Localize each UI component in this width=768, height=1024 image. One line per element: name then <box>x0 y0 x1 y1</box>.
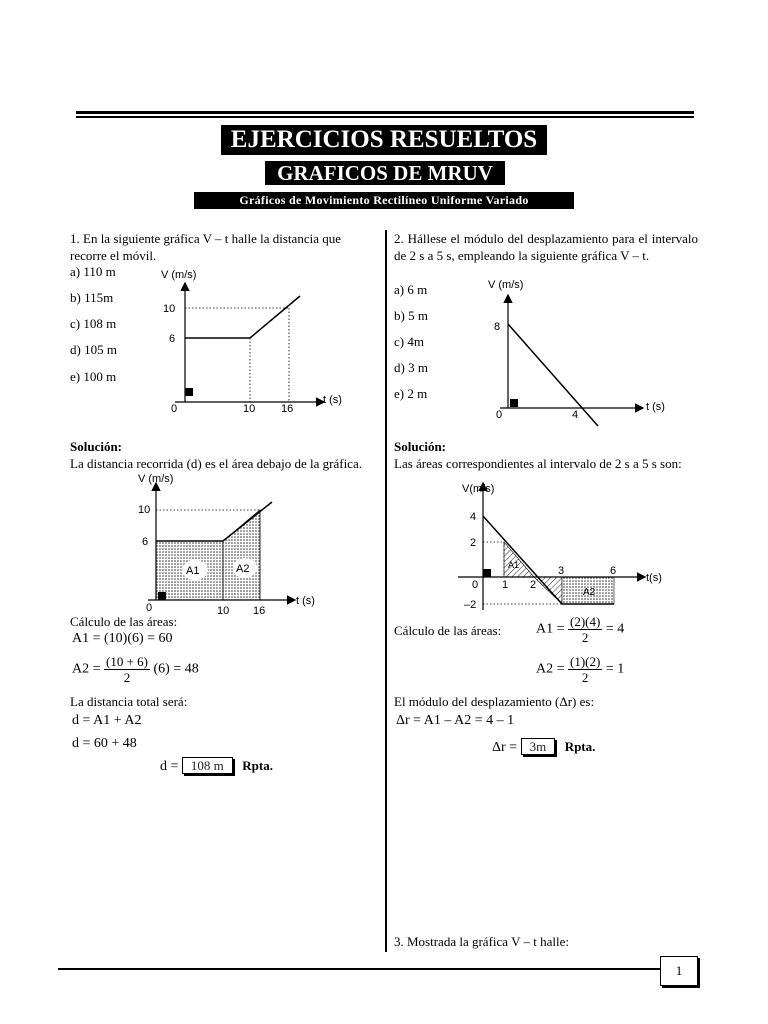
problem2-option-c: c) 4m <box>394 334 424 349</box>
problem2-solution-text: Las áreas correspondientes al intervalo de 2 s a 5 s son: <box>394 456 682 471</box>
p2s-xtick-0: 0 <box>472 579 479 591</box>
problem3-statement: 3. Mostrada la gráfica V – t halle: <box>394 934 569 949</box>
p2-answer-box: 3m <box>521 738 556 755</box>
problem1-answer <box>160 757 273 775</box>
problem1-solution-text: La distancia recorrida (d) es el área debajo de la gráfica. <box>70 456 362 471</box>
p1-a2-lhs: A2 = <box>72 661 101 677</box>
p1s-xtick-0: 0 <box>146 602 153 614</box>
p1-a1-expr: (10)(6) = 60 <box>104 631 173 646</box>
p2-a1-lhs: A1 = <box>536 621 565 637</box>
problem2-dr-line: Δr = A1 – A2 = 4 – 1 <box>396 713 515 728</box>
problem1-calc-label: Cálculo de las áreas: <box>70 614 178 629</box>
problem2-option-e: e) 2 m <box>394 386 428 401</box>
p2-a2-frac <box>568 654 602 685</box>
problem1-solution-label: Solución: <box>70 439 123 454</box>
p1s-t-label: t (s) <box>296 595 315 607</box>
problem2-statement: 2. Hállese el módulo del desplazamiento para el intervalo de 2 s a 5 s, empleando la siguiente gráfica V – t. <box>394 231 698 263</box>
problem2-a2-eq <box>536 654 624 685</box>
problem2-answer <box>492 738 595 756</box>
p1-xtick-0: 0 <box>171 403 178 415</box>
problem2-a1-eq <box>536 614 624 645</box>
p2s-area-a2: A2 <box>583 587 596 598</box>
header-rule-bottom <box>76 116 694 118</box>
p1-v-label: V (m/s) <box>161 269 197 281</box>
problem1-a2-eq <box>72 654 199 685</box>
page-number: 1 <box>660 956 698 986</box>
p2s-xtick-2: 2 <box>530 579 537 591</box>
problem1-total-label: La distancia total será: <box>70 694 188 709</box>
column-divider <box>385 230 387 952</box>
p1-a1-lhs: A1 = <box>72 631 101 646</box>
problem1-option-a: a) 110 m <box>70 264 116 279</box>
problem1-a1-eq <box>72 631 173 647</box>
problem1-option-b: b) 115m <box>70 290 114 305</box>
p2s-v-label: V(m/s) <box>462 483 495 495</box>
p1-xtick-10: 10 <box>243 403 256 415</box>
p2-v-label: V (m/s) <box>488 279 524 291</box>
problem2-option-b: b) 5 m <box>394 308 428 323</box>
p2-rpta: Rpta. <box>564 739 596 754</box>
problem1-graph <box>155 262 355 416</box>
p1-a2-rest: (6) = 48 <box>153 661 199 677</box>
problem1-option-c: c) 108 m <box>70 316 117 331</box>
p2-a2-res: = 1 <box>605 661 625 677</box>
problem1-d-line2: d = 60 + 48 <box>72 736 137 751</box>
p2-t-label: t (s) <box>646 401 665 413</box>
p2-ytick-8: 8 <box>494 321 501 333</box>
p1s-xtick-16: 16 <box>253 605 266 615</box>
p1-a2-num: (10 + 6) <box>106 654 149 669</box>
p2-a2-lhs: A2 = <box>536 661 565 677</box>
p1s-xtick-10: 10 <box>217 605 230 615</box>
header-rule-top <box>76 111 694 114</box>
problem2-solution-graph <box>452 478 672 618</box>
p2s-xtick-6: 6 <box>610 565 617 577</box>
p1s-ytick-10: 10 <box>138 504 151 516</box>
p2s-ytick-4: 4 <box>470 511 477 523</box>
footer-rule <box>58 968 660 970</box>
p2-xtick-4: 4 <box>572 409 579 421</box>
problem2-mod-label: El módulo del desplazamiento (Δr) es: <box>394 694 595 709</box>
p2-xtick-0: 0 <box>496 409 503 421</box>
page-title: EJERCICIOS RESUELTOS <box>221 125 547 155</box>
p2s-xtick-1: 1 <box>502 579 509 591</box>
page-subtitle-long: Gráficos de Movimiento Rectilíneo Uniforme Variado <box>194 192 574 209</box>
p2-a1-num: (2)(4) <box>570 614 601 629</box>
problem1-solution-graph <box>138 470 328 615</box>
p1s-v-label: V (m/s) <box>138 473 174 485</box>
p1-answer-box: 108 m <box>182 757 233 774</box>
p2-dr-eq: Δr = <box>492 740 518 755</box>
p1s-area-a2: A2 <box>236 563 250 575</box>
page-subtitle: GRAFICOS DE MRUV <box>265 161 505 185</box>
p1-a2-den: 2 <box>123 670 131 685</box>
problem1-option-e: e) 100 m <box>70 369 117 384</box>
problem2-option-d: d) 3 m <box>394 360 428 375</box>
p2s-ytick-2: 2 <box>470 537 477 549</box>
problem1-statement: 1. En la siguiente gráfica V – t halle la distancia que recorre el móvil. <box>70 231 341 263</box>
p2-a2-den: 2 <box>581 670 589 685</box>
p1-d-eq: d = <box>160 759 179 774</box>
problem2-solution-label: Solución: <box>394 439 447 454</box>
p2-a1-frac <box>568 614 602 645</box>
p2s-xtick-3: 3 <box>558 565 565 577</box>
p1-a2-frac <box>104 654 150 685</box>
p1-ytick-10: 10 <box>163 303 176 315</box>
p1s-ytick-6: 6 <box>142 536 149 548</box>
p1-ytick-6: 6 <box>169 333 176 345</box>
p1-rpta: Rpta. <box>242 758 273 773</box>
problem2-calc-label: Cálculo de las áreas: <box>394 623 502 638</box>
p2-a2-num: (1)(2) <box>570 654 601 669</box>
p2s-t-label: t(s) <box>646 572 662 584</box>
problem2-graph <box>486 274 676 430</box>
p2-a1-res: = 4 <box>605 621 625 637</box>
problem1-option-d: d) 105 m <box>70 342 117 357</box>
problem2-option-a: a) 6 m <box>394 282 428 297</box>
p1-t-label: t (s) <box>323 394 342 406</box>
p2-a1-den: 2 <box>581 630 589 645</box>
problem1-d-line1: d = A1 + A2 <box>72 713 142 728</box>
p2s-ytick-neg2: –2 <box>464 599 477 611</box>
p1s-area-a1: A1 <box>186 565 200 577</box>
p2s-area-a1: A1 <box>508 560 520 570</box>
p1-xtick-16: 16 <box>281 403 294 415</box>
